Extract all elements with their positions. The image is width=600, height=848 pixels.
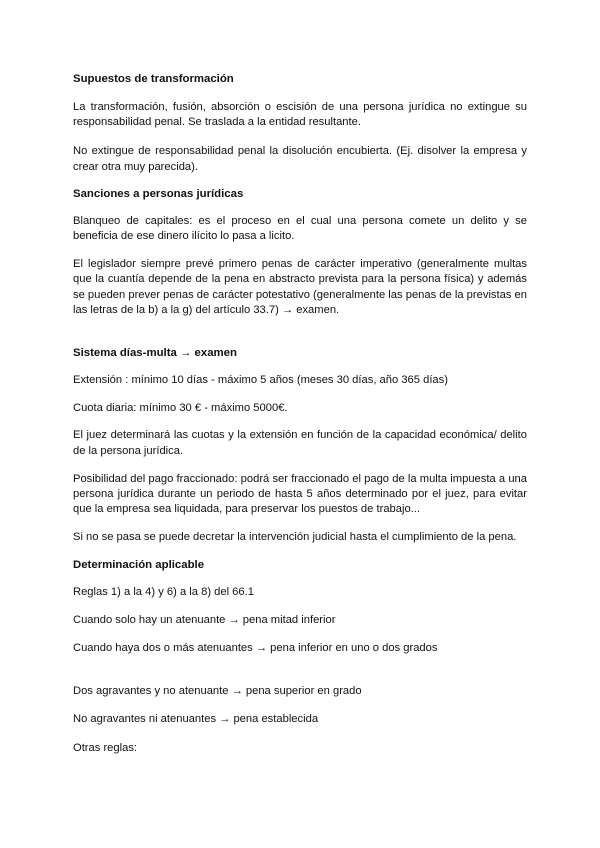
paragraph: No extingue de responsabilidad penal la disolución encubierta. (Ej. disolver la empresa y crear otra muy parecida). bbox=[73, 145, 527, 173]
paragraph: Extensión : mínimo 10 días - máximo 5 años (meses 30 días, año 365 días) bbox=[73, 374, 448, 387]
paragraph: La transformación, fusión, absorción o escisión de una persona jurídica no extingue su responsabilidad penal. Se traslada a la entidad resultante. bbox=[73, 101, 527, 129]
paragraph: El juez determinará las cuotas y la extensión en función de la capacidad económica/ delito de la persona jurídica. bbox=[73, 429, 527, 457]
section-heading-dias-multa: Sistema días-multa → examen bbox=[73, 347, 237, 360]
paragraph: Si no se pasa se puede decretar la intervención judicial hasta el cumplimiento de la pena. bbox=[73, 531, 517, 544]
paragraph: No agravantes ni atenuantes → pena establecida bbox=[73, 713, 319, 726]
paragraph: El legislador siempre prevé primero penas de carácter imperativo (generalmente multas que la cuantía depende de la pena en abstracto prevista para la persona física) y además se pueden prever penas de carácter potestativo (generalmente las penas de la previstas en las letras de la b) a la g) del artículo 33.7) → examen. bbox=[73, 258, 527, 316]
section-heading-transformacion: Supuestos de transformación bbox=[73, 73, 234, 85]
document-body bbox=[73, 72, 527, 756]
section-heading-sanciones: Sanciones a personas jurídicas bbox=[73, 187, 244, 200]
section-heading-determinacion: Determinación aplicable bbox=[73, 558, 205, 571]
paragraph: Reglas 1) a la 4) y 6) a la 8) del 66.1 bbox=[73, 585, 254, 598]
paragraph: Otras reglas: bbox=[73, 741, 138, 754]
paragraph: Posibilidad del pago fraccionado: podrá ser fraccionado el pago de la multa impuesta a una persona jurídica durante un periodo de hasta 5 años determinado por el juez, para evitar que la empresa sea liquidada, para preservar los puestos de trabajo... bbox=[73, 472, 527, 516]
paragraph: Blanqueo de capitales: es el proceso en el cual una persona comete un delito y se beneficia de ese dinero ilícito lo pasa a licito. bbox=[73, 214, 527, 243]
paragraph: Cuota diaria: mínimo 30 € - máximo 5000€. bbox=[73, 402, 288, 415]
paragraph: Cuando haya dos o más atenuantes → pena inferior en uno o dos grados bbox=[73, 642, 438, 655]
paragraph: Dos agravantes y no atenuante → pena superior en grado bbox=[73, 685, 362, 698]
paragraph: Cuando solo hay un atenuante → pena mitad inferior bbox=[73, 613, 336, 626]
